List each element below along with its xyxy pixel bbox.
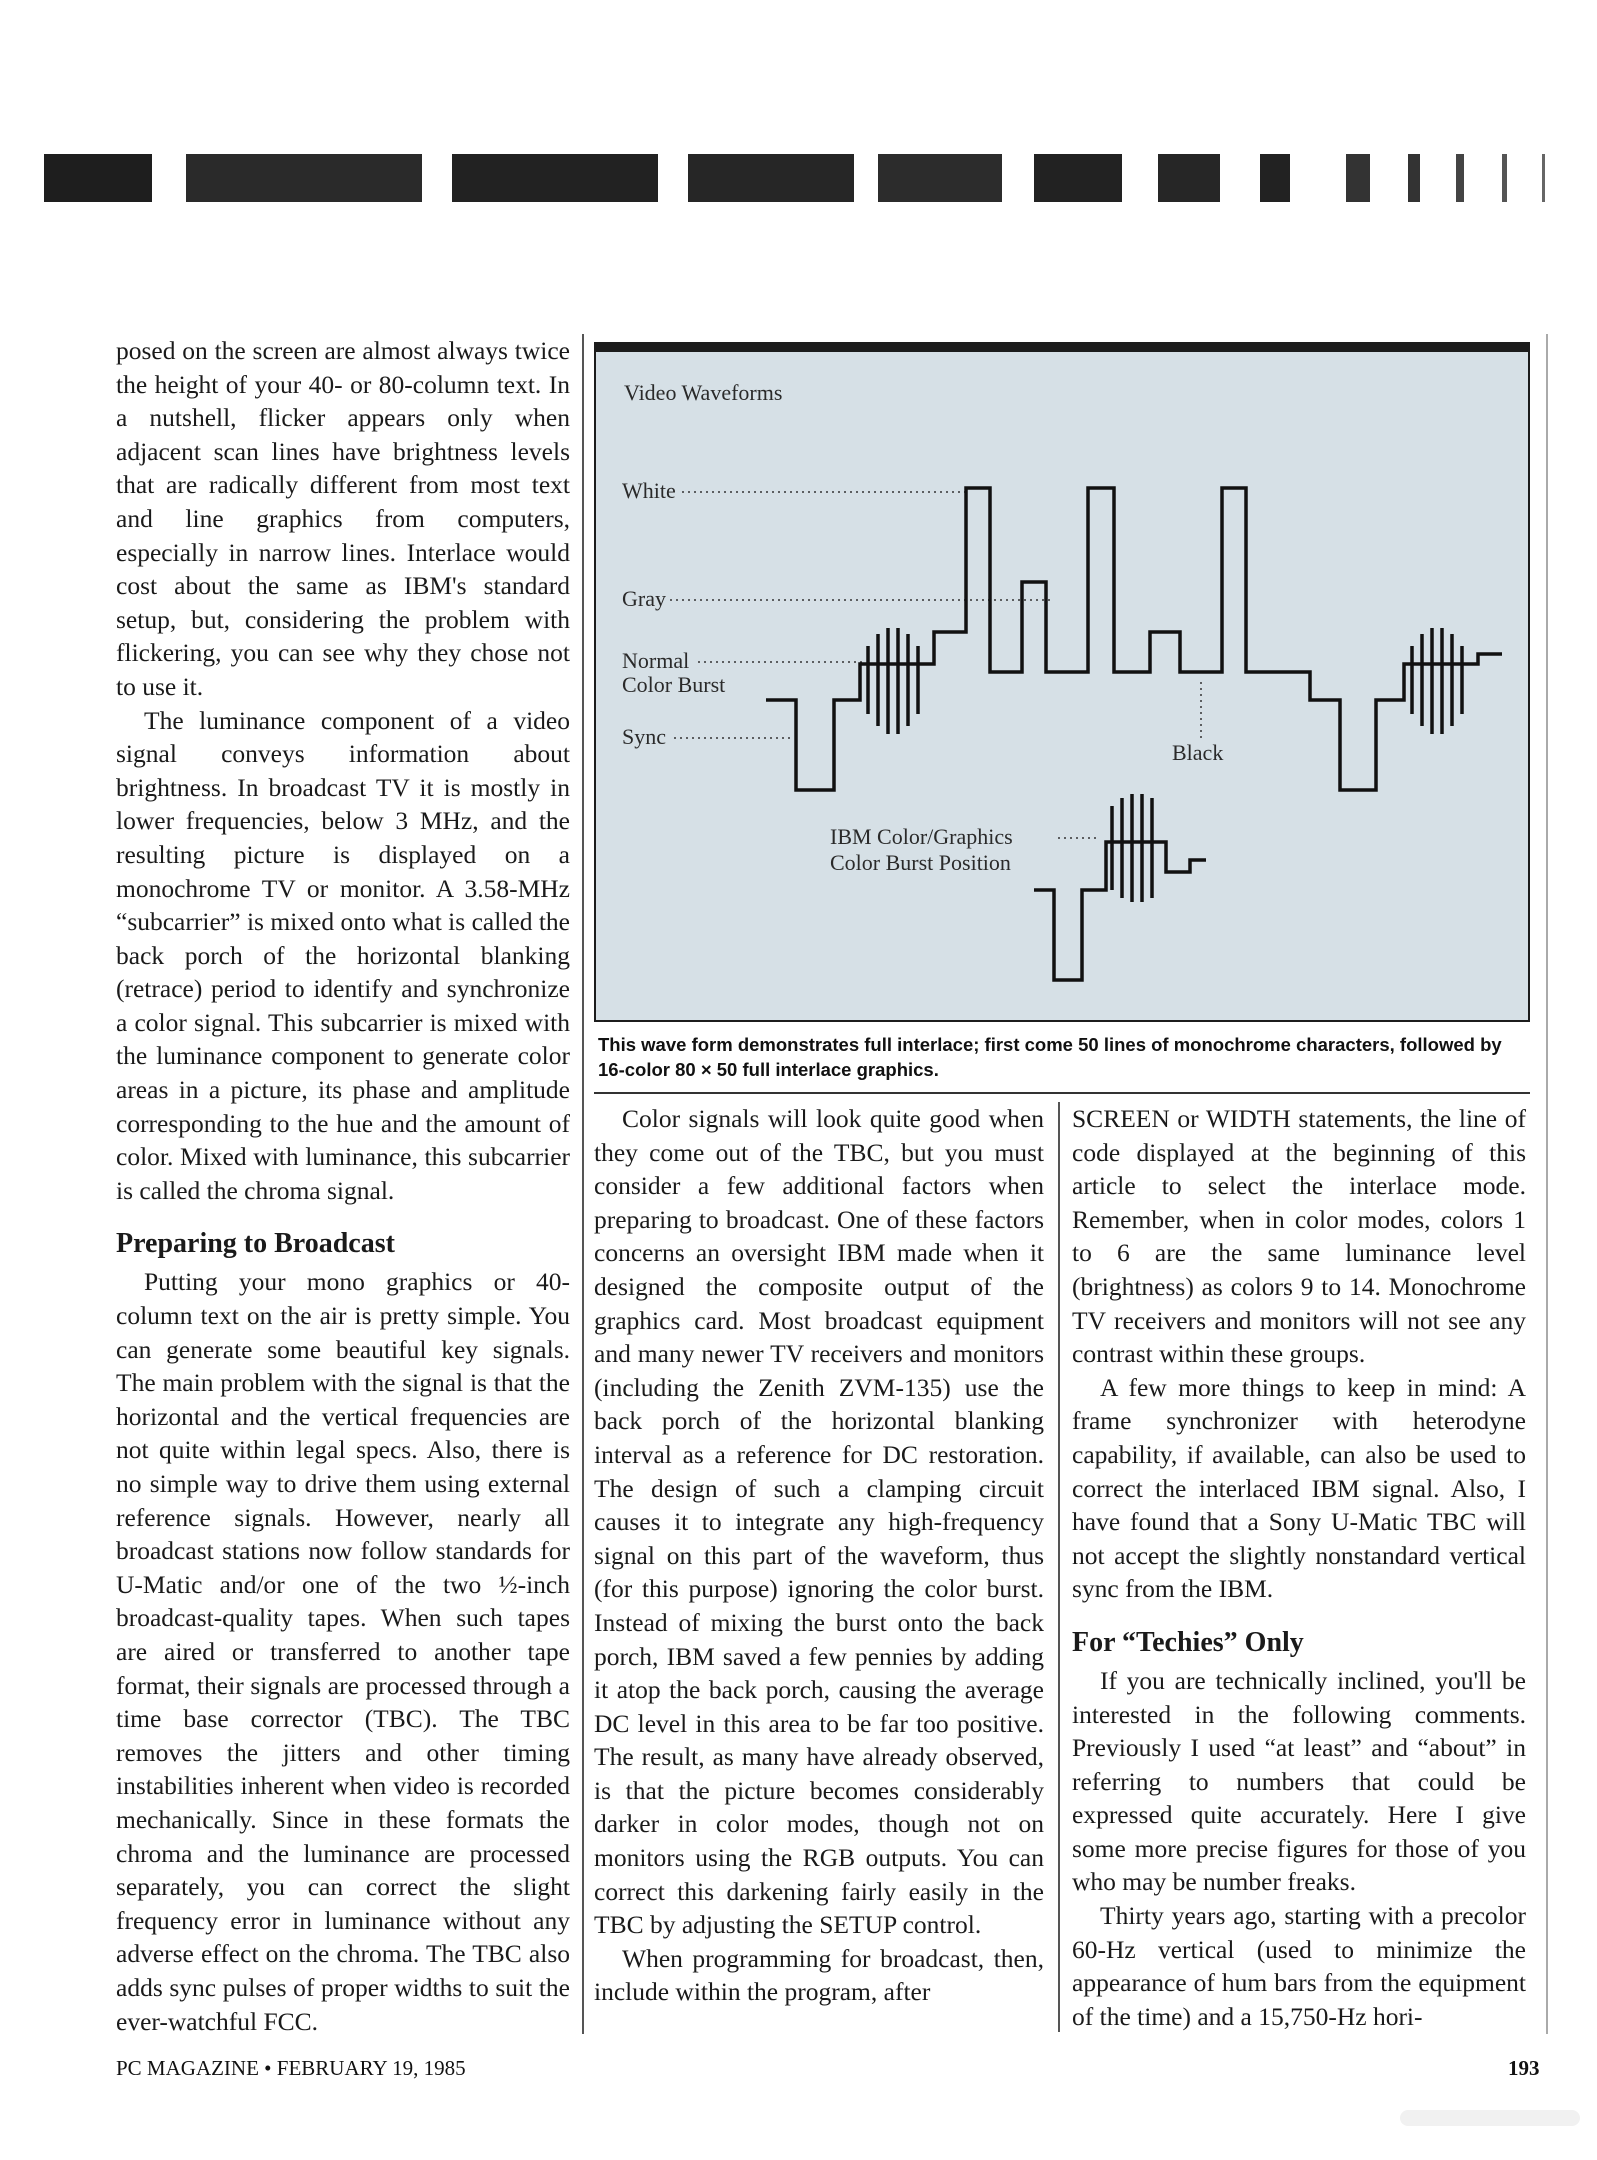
paragraph: Putting your mono graphics or 40-column text on the air is pretty simple. You can generate some beautiful key signals. The main problem with the signal is that the horizontal and the vertical frequencies are not quite within legal specs. Also, there is no simple way to drive them using external reference signals. However, nearly all broadcast stations now follow standards for U-Matic and/or one of the two ½-inch broadcast-quality tapes. When such tapes are aired or transferred to another tape format, their signals are processed through a time base corrector (TBC). The TBC removes the jitters and other timing instabilities inherent when video is recorded mechanically. Since in these formats the chroma and the luminance are processed separately, you can correct the slight frequency error in luminance without any adverse effect on the chroma. The TBC also adds sync pulses of proper widths to suit the ever-watchful FCC.: [116, 1267, 570, 2036]
header-bar: [186, 154, 422, 202]
section-heading: For “Techies” Only: [1072, 1626, 1304, 1658]
paragraph: posed on the screen are almost always twice the height of your 40- or 80-column text. In a nutshell, flicker appears only when adjacent scan lines have brightness levels that are radically different from most text and line graphics from computers, especially in narrow lines. Interlace would cost about the same as IBM's standard setup, but, considering the problem with flickering, you can see why they chose not to use it.: [116, 336, 570, 701]
label-white: White: [622, 478, 676, 503]
label-color-burst: Color Burst: [622, 672, 726, 697]
label-sync: Sync: [622, 724, 666, 749]
video-waveforms-figure: [594, 342, 1530, 1022]
page-number: 193: [1508, 2056, 1540, 2080]
header-bar: [1502, 154, 1507, 202]
footer-publication: PC MAGAZINE • FEBRUARY 19, 1985: [116, 2056, 466, 2080]
header-bar-strip: [0, 0, 1597, 230]
figure-title: Video Waveforms: [624, 380, 783, 405]
header-bar: [1158, 154, 1220, 202]
paragraph: If you are technically inclined, you'll be interested in the following comments. Previously I used “at least” and “about” in referring to numbers that could be expressed quite accurately. Here I give some more precise figures for those of you who may be number freaks.: [1072, 1665, 1526, 1897]
header-bar: [452, 154, 658, 202]
paragraph: Color signals will look quite good when they come out of the TBC, but you must consider a few additional factors when preparing to broadcast. One of these factors concerns an oversight IBM made when it designed the composite output of the graphics card. Most broadcast equipment and many newer TV receivers and monitors (including the Zenith ZVM-135) use the back porch of the horizontal blanking interval as a reference for DC restoration. The design of such a clamping circuit causes it to integrate any high-frequency signal on this part of the waveform, thus (for this purpose) ignoring the color burst. Instead of mixing the burst onto the back porch, IBM saved a few pennies by adding it atop the back porch, causing the average DC level in this area to be far too positive. The result, as many have already observed, is that the picture becomes considerably darker in color modes, though not on monitors using the RGB outputs. You can correct this darkening fairly easily in the TBC by adjusting the SETUP control.: [594, 1104, 1044, 1940]
label-ibm-color-graphics: IBM Color/Graphics: [830, 824, 1013, 849]
figure-background: [594, 342, 1530, 1022]
header-bar: [1346, 154, 1370, 202]
article-column-1: [116, 334, 570, 2038]
column-rule-right: [1546, 334, 1548, 2034]
header-bar: [1408, 154, 1420, 202]
header-bar: [1542, 154, 1545, 202]
paragraph: The luminance component of a video signal conveys information about brightness. In broadcast TV it is mostly in lower frequencies, below 3 MHz, and the resulting picture is displayed on a monochrome TV or monitor. A 3.58-MHz “subcarrier” is mixed onto what is called the back porch of the horizontal blanking (retrace) period to identify and synchronize a color signal. This subcarrier is mixed with the luminance component to generate color areas in a picture, its phase and amplitude corresponding to the hue and the amount of color. Mixed with luminance, this subcarrier is called the chroma signal.: [116, 705, 570, 1205]
caption-rule: [594, 1092, 1530, 1094]
article-column-2: [594, 1102, 1044, 2009]
header-bar: [1456, 154, 1464, 202]
paragraph: A few more things to keep in mind: A frame synchronizer with heterodyne capability, if available, can also be used to correct the interlaced IBM signal. Also, I have found that a Sony U-Matic TBC will not accept the slightly nonstandard vertical sync from the IBM.: [1072, 1372, 1526, 1604]
header-bar: [688, 154, 854, 202]
header-bar: [44, 154, 152, 202]
header-bar: [1034, 154, 1122, 202]
scan-smudge: [1400, 2110, 1580, 2126]
label-gray: Gray: [622, 586, 666, 611]
label-color-burst-position: Color Burst Position: [830, 850, 1011, 875]
label-normal: Normal: [622, 648, 690, 673]
paragraph: When programming for broadcast, then, include within the program, after: [594, 1943, 1044, 2007]
figure-caption: This wave form demonstrates full interlace; first come 50 lines of monochrome characters, followed by 16-color 80 × 50 full interlace graphics.: [598, 1034, 1502, 1080]
paragraph: SCREEN or WIDTH statements, the line of code displayed at the beginning of this article to select the interlace mode. Remember, when in color modes, colors 1 to 6 are the same luminance level (brightness) as colors 9 to 14. Monochrome TV receivers and monitors will not see any contrast within these groups.: [1072, 1104, 1526, 1369]
header-bar: [1260, 154, 1290, 202]
column-rule-2: [1058, 1102, 1060, 2032]
label-black: Black: [1172, 740, 1224, 765]
column-rule-1: [582, 334, 584, 2034]
header-bar: [878, 154, 1002, 202]
section-heading: Preparing to Broadcast: [116, 1228, 395, 1260]
article-column-3: [1072, 1102, 1526, 2033]
paragraph: Thirty years ago, starting with a precolor 60-Hz vertical (used to minimize the appearance of hum bars from the equipment of the time) and a 15,750-Hz hori-: [1072, 1901, 1526, 2031]
